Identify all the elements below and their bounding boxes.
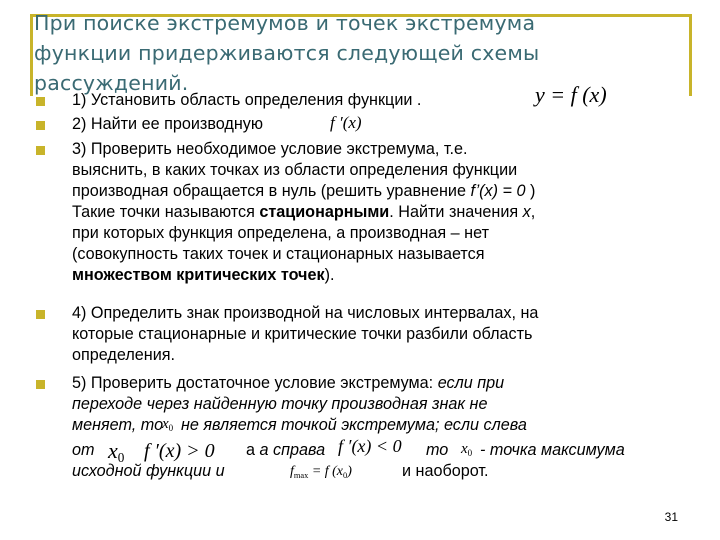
term-stationary: стационарными xyxy=(259,203,390,221)
formula-rest: = f (x xyxy=(311,464,344,479)
text: ). xyxy=(324,266,335,284)
subscript: 0 xyxy=(117,449,125,465)
step-3-line-7 xyxy=(72,265,334,286)
subscript: 0 xyxy=(467,447,473,458)
derivative-formula: f ′(x) xyxy=(330,113,362,132)
text-italic: если при xyxy=(437,374,505,392)
x-symbol: x xyxy=(162,416,169,432)
step-5-line-5a: исходной функции и xyxy=(72,462,225,480)
step-5-line-3b: не является точкой экстремума; если слева xyxy=(181,416,527,434)
title-line-3: рассуждений. xyxy=(34,71,189,95)
bullet-icon xyxy=(36,146,45,155)
subscript-max: max xyxy=(293,470,309,480)
step-4-line-2: которые стационарные и критические точки разбили область xyxy=(72,325,533,343)
title-line-1: При поиске экстремумов и точек экстремума xyxy=(34,11,536,35)
title-line-2: функции придерживаются следующей схемы xyxy=(34,41,540,65)
fmax-formula xyxy=(290,461,352,483)
step-3-line-3 xyxy=(72,181,535,202)
step-3-line-2: выяснить, в каких точках из области определения функции xyxy=(72,161,518,179)
step-5-line-4c: то xyxy=(426,441,449,459)
x-symbol: x xyxy=(461,441,468,457)
frame-right-line xyxy=(689,14,692,96)
derivative-positive-formula: f ′(x) > 0 xyxy=(144,440,215,462)
text: Такие точки называются xyxy=(72,203,260,221)
step-3-line-3-close: ) xyxy=(525,182,536,200)
bullet-icon xyxy=(36,310,45,319)
subscript: 0 xyxy=(343,470,348,480)
step-5-line-4d: - точка максимума xyxy=(480,441,625,459)
x0-formula-2 xyxy=(461,439,472,461)
step-3-line-3-text: производная обращается в нуль (решить уравнение xyxy=(72,182,471,200)
bullet-icon xyxy=(36,380,45,389)
frame-left-line xyxy=(30,14,33,96)
function-formula: y = f (x) xyxy=(535,82,607,107)
step-3-line-4 xyxy=(72,202,535,223)
f-symbol: f xyxy=(290,464,294,479)
step-5-line-1 xyxy=(72,373,504,394)
step-3-line-6: (совокупность таких точек и стационарных называется xyxy=(72,245,485,263)
variable-x: x xyxy=(522,203,531,221)
step-4-line-1: 4) Определить знак производной на числовых интервалах, на xyxy=(72,304,539,322)
step-2: 2) Найти ее производную xyxy=(72,115,264,133)
bullet-icon xyxy=(36,97,45,106)
subscript: 0 xyxy=(168,422,174,433)
equation-text: f’(x) = 0 xyxy=(470,182,526,200)
step-5-line-5b: и наоборот. xyxy=(402,462,489,480)
bullet-icon xyxy=(36,121,45,130)
step-5-line-2: переходе через найденную точку производная знак не xyxy=(72,395,488,413)
step-5-line-4b: а а справа xyxy=(246,441,326,459)
text: . Найти значения xyxy=(389,203,523,221)
paren-close: ) xyxy=(347,464,352,479)
x-symbol: x xyxy=(108,438,118,463)
step-3-line-1: 3) Проверить необходимое условие экстремума, т.е. xyxy=(72,140,468,158)
step-5-line-3a: меняет, то xyxy=(72,416,164,434)
term-critical-points: множеством критических точек xyxy=(72,266,325,284)
derivative-negative-formula: f ′(x) < 0 xyxy=(338,436,402,456)
text-italic: а справа xyxy=(259,441,326,459)
text: 5) Проверить достаточное условие экстремума: xyxy=(72,374,438,392)
page-number: 31 xyxy=(664,510,678,524)
x0-formula xyxy=(162,414,173,436)
text: , xyxy=(530,203,536,221)
step-3-line-5: при которых функция определена, а производная – нет xyxy=(72,224,489,242)
step-1: 1) Установить область определения функции . xyxy=(72,91,422,109)
steps-list xyxy=(48,0,688,540)
step-5-line-4a: от xyxy=(72,441,95,459)
step-4-line-3: определения. xyxy=(72,346,176,364)
